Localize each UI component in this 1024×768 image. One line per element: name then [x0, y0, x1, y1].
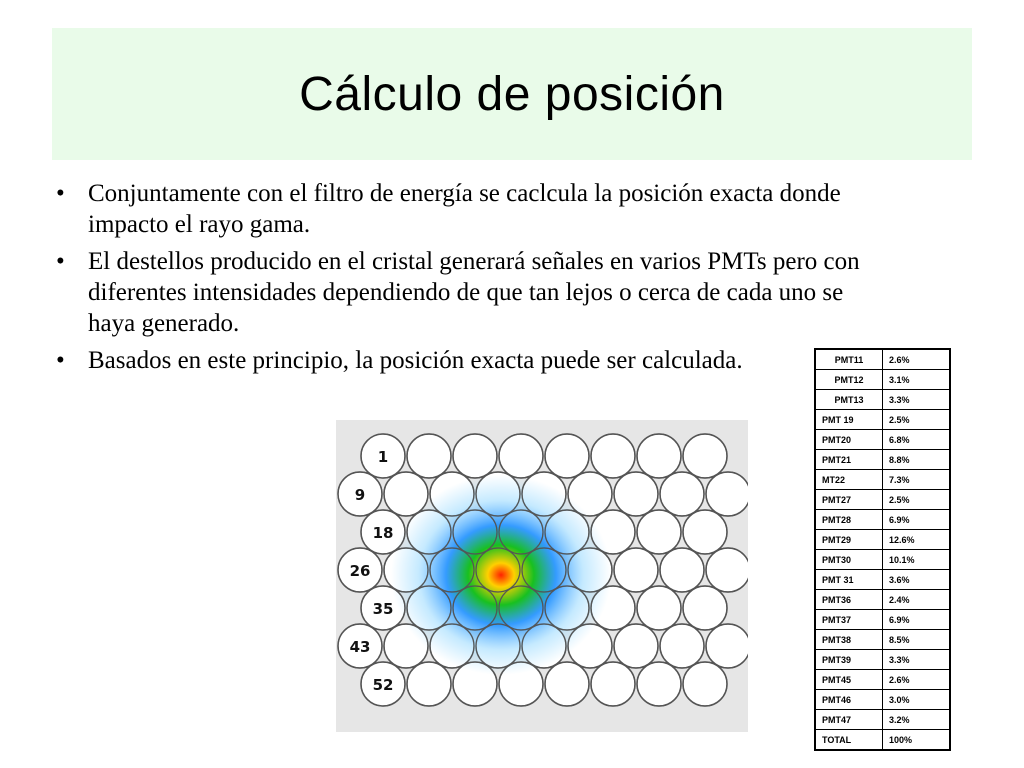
table-row	[815, 430, 950, 450]
pmt-array-diagram	[336, 420, 748, 732]
pmt-value-cell: 8.8%	[883, 450, 951, 470]
pmt-value-cell: 10.1%	[883, 550, 951, 570]
pmt-value-cell: 3.3%	[883, 390, 951, 410]
table-row	[815, 690, 950, 710]
bullet-item	[52, 178, 882, 240]
table-row	[815, 710, 950, 730]
bullet-marker: •	[56, 248, 65, 275]
pmt-row-label: 35	[372, 600, 394, 618]
pmt-row-label: 9	[354, 486, 366, 504]
pmt-value-cell: 12.6%	[883, 530, 951, 550]
table-row	[815, 630, 950, 650]
pmt-name-cell: MT22	[815, 470, 883, 490]
table-row	[815, 510, 950, 530]
table-row	[815, 390, 950, 410]
pmt-name-cell: PMT20	[815, 430, 883, 450]
pmt-value-cell: 6.9%	[883, 610, 951, 630]
pmt-value-cell: 2.5%	[883, 490, 951, 510]
table-row	[815, 470, 950, 490]
bullet-item	[52, 345, 788, 376]
pmt-value-cell: 3.0%	[883, 690, 951, 710]
pmt-value-cell: 2.6%	[883, 349, 951, 370]
pmt-name-cell: PMT29	[815, 530, 883, 550]
bullet-text: Conjuntamente con el filtro de energía se caclcula la posición exacta donde impacto el rayo gama.	[88, 180, 841, 238]
pmt-name-cell: PMT13	[815, 390, 883, 410]
pmt-value-cell: 2.6%	[883, 670, 951, 690]
title-banner	[52, 28, 972, 160]
pmt-value-cell: 7.3%	[883, 470, 951, 490]
table-row	[815, 610, 950, 630]
table-row	[815, 590, 950, 610]
pmt-row-label: 1	[377, 448, 389, 466]
pmt-array-svg	[336, 420, 748, 732]
pmt-name-cell: PMT27	[815, 490, 883, 510]
table-row	[815, 410, 950, 430]
pmt-row-label: 52	[372, 676, 394, 694]
pmt-name-cell: PMT37	[815, 610, 883, 630]
pmt-name-cell: PMT 31	[815, 570, 883, 590]
bullet-marker: •	[56, 347, 65, 374]
pmt-value-cell: 6.9%	[883, 510, 951, 530]
pmt-value-cell: 2.5%	[883, 410, 951, 430]
pmt-value-cell: 6.8%	[883, 430, 951, 450]
pmt-value-cell: 3.1%	[883, 370, 951, 390]
table-row	[815, 550, 950, 570]
pmt-value-cell: 3.2%	[883, 710, 951, 730]
bullet-text: Basados en este principio, la posición exacta puede ser calculada.	[88, 347, 743, 374]
pmt-value-cell: 8.5%	[883, 630, 951, 650]
light-distribution-glow	[391, 475, 611, 675]
table-row	[815, 370, 950, 390]
table-row	[815, 670, 950, 690]
pmt-name-cell: TOTAL	[815, 730, 883, 751]
table-row	[815, 570, 950, 590]
pmt-row-label: 43	[349, 638, 371, 656]
pmt-name-cell: PMT39	[815, 650, 883, 670]
bullet-text: El destellos producido en el cristal generará señales en varios PMTs pero con diferentes intensidades dependiendo de que tan lejos o cerca de cada uno se haya generado.	[88, 248, 860, 337]
table-row	[815, 530, 950, 550]
pmt-name-cell: PMT12	[815, 370, 883, 390]
pmt-value-cell: 100%	[883, 730, 951, 751]
pmt-row-label: 26	[349, 562, 371, 580]
pmt-name-cell: PMT 19	[815, 410, 883, 430]
pmt-name-cell: PMT46	[815, 690, 883, 710]
table-row	[815, 730, 950, 751]
pmt-name-cell: PMT47	[815, 710, 883, 730]
pmt-name-cell: PMT21	[815, 450, 883, 470]
pmt-value-cell: 3.6%	[883, 570, 951, 590]
pmt-name-cell: PMT11	[815, 349, 883, 370]
pmt-value-cell: 3.3%	[883, 650, 951, 670]
table-row	[815, 349, 950, 370]
pmt-name-cell: PMT45	[815, 670, 883, 690]
pmt-name-cell: PMT30	[815, 550, 883, 570]
table-row	[815, 490, 950, 510]
bullet-item	[52, 246, 882, 339]
table-row	[815, 650, 950, 670]
pmt-percentage-table	[814, 348, 951, 751]
pmt-value-cell: 2.4%	[883, 590, 951, 610]
bullet-marker: •	[56, 180, 65, 207]
pmt-name-cell: PMT38	[815, 630, 883, 650]
pmt-row-label: 18	[372, 524, 394, 542]
table-row	[815, 450, 950, 470]
pmt-name-cell: PMT28	[815, 510, 883, 530]
bullet-list	[52, 178, 882, 382]
pmt-name-cell: PMT36	[815, 590, 883, 610]
slide-title: Cálculo de posición	[299, 67, 725, 121]
